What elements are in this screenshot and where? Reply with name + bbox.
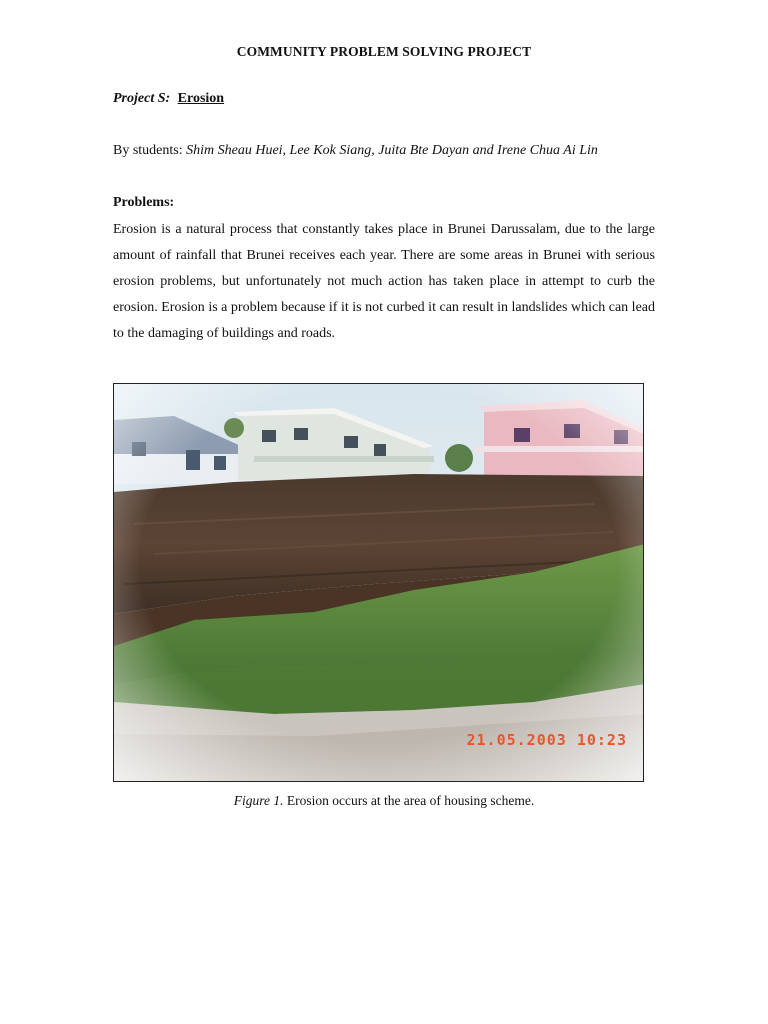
problems-heading: Problems: xyxy=(113,195,175,210)
figure-caption xyxy=(0,793,768,809)
project-line xyxy=(113,91,224,107)
page-title: COMMUNITY PROBLEM SOLVING PROJECT xyxy=(236,44,532,59)
figure-caption-label: Figure 1. xyxy=(233,793,284,808)
photo-timestamp: 21.05.2003 10:23 xyxy=(466,731,627,749)
authors-names: Shim Sheau Huei, Lee Kok Siang, Juita Bte Dayan and Irene Chua Ai Lin xyxy=(186,143,598,158)
authors-line xyxy=(113,143,598,159)
figure-caption-text: Erosion occurs at the area of housing scheme. xyxy=(286,793,535,808)
project-topic: Erosion xyxy=(177,91,225,106)
erosion-photo-illustration xyxy=(114,384,644,782)
erosion-photo xyxy=(113,383,644,782)
authors-prefix: By students: xyxy=(113,143,183,158)
problems-paragraph: Erosion is a natural process that constantly takes place in Brunei Darussalam, due to the large amount of rainfall that Brunei receives each year. There are some areas in Brunei with serious erosion problems, but unfortunately not much action has taken place in attempt to curb the erosion. Erosion is a problem because if it is not curbed it can result in landslides which can lead to the damaging of buildings and roads. xyxy=(113,222,655,341)
project-label: Project S: xyxy=(113,91,171,106)
